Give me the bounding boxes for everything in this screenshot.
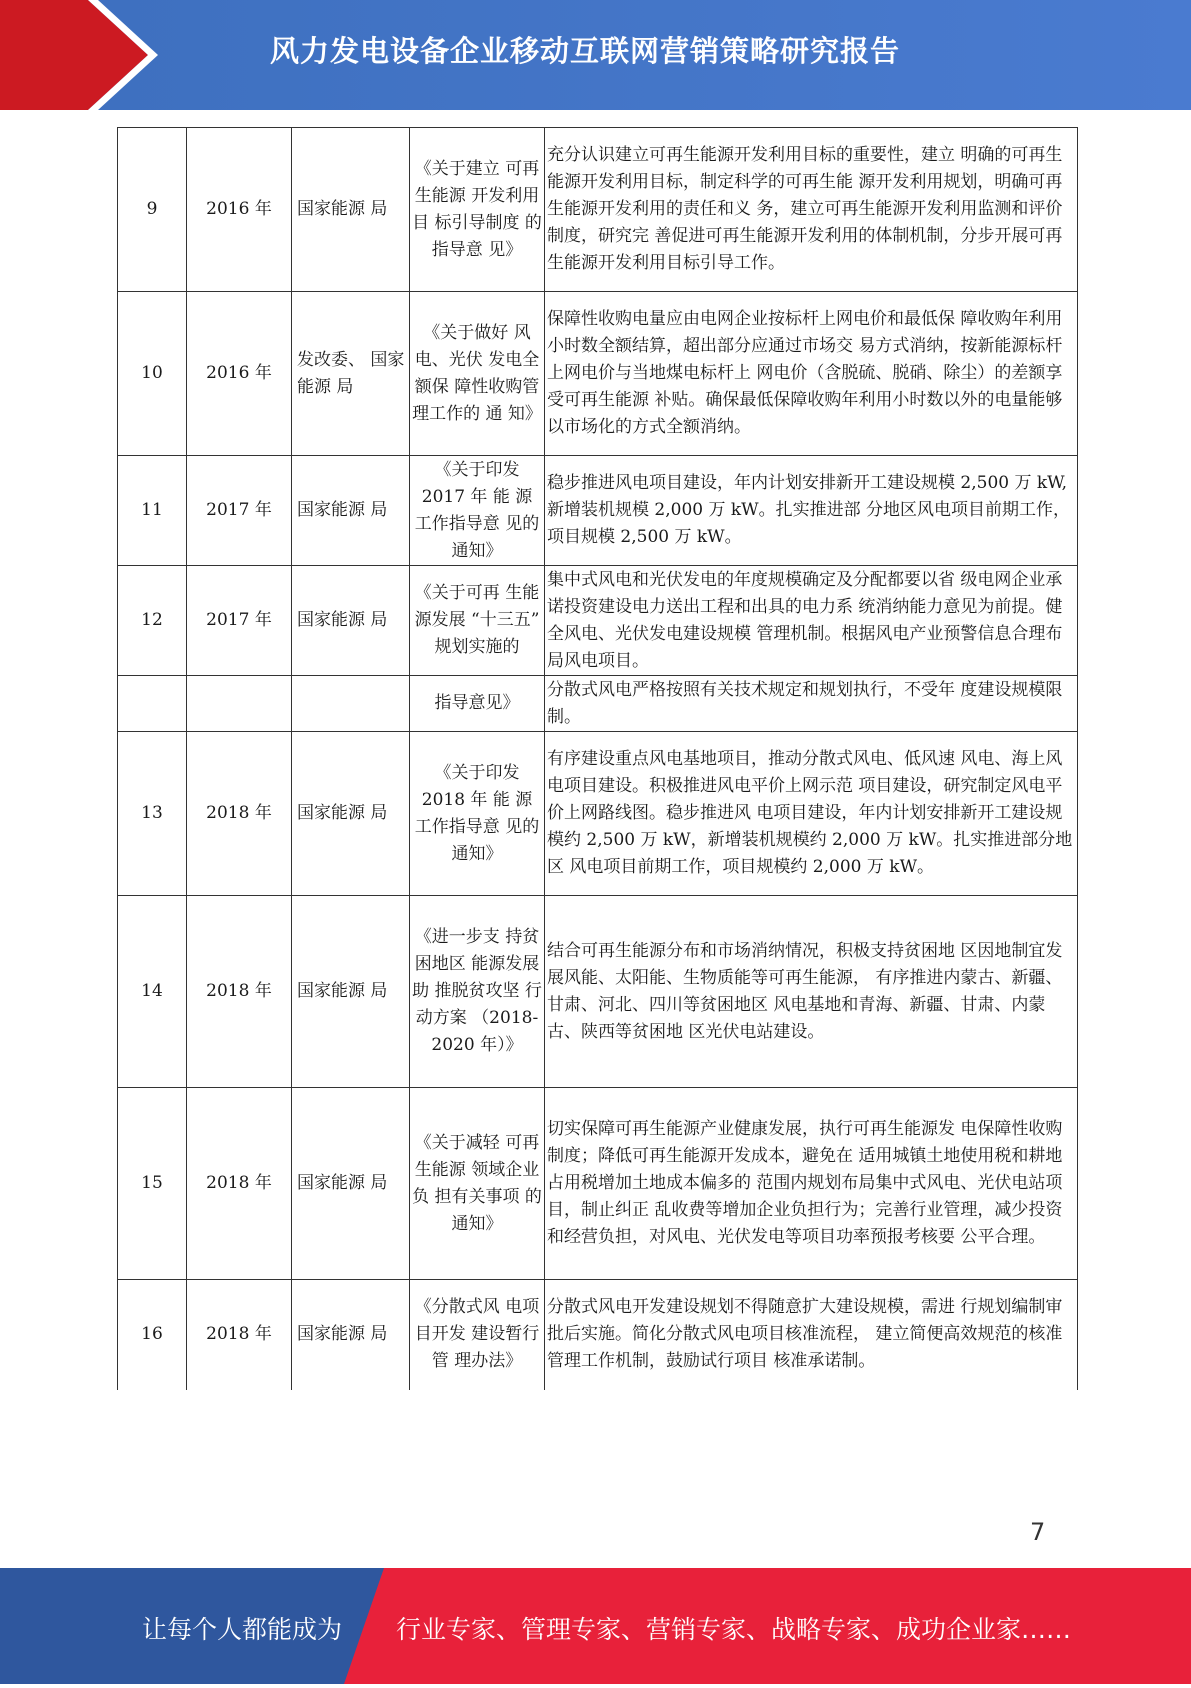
row-number-cell: 12 (118, 566, 187, 676)
document-title-cell: 指导意见》 (410, 676, 545, 732)
year-cell: 2017 年 (187, 456, 292, 566)
table-row (118, 896, 1078, 1088)
content-cell: 分散式风电严格按照有关技术规定和规划执行，不受年 度建设规模限制。 (545, 676, 1078, 732)
content-cell: 切实保障可再生能源产业健康发展，执行可再生能源发 电保障性收购制度；降低可再生能源开发成本，避免在 适用城镇土地使用税和耕地占用税增加土地成本偏多的 范围内规划布局集中式风电、光伏电站项目，制止纠正 乱收费等增加企业负担行为；完善行业管理，减少投资 和经营负担，对风电、光伏发电等项目功率预报考核要 公平合理。 (545, 1088, 1078, 1280)
header-band (0, 0, 1191, 110)
year-cell: 2017 年 (187, 566, 292, 676)
row-number-cell: 13 (118, 732, 187, 896)
year-cell: 2018 年 (187, 1280, 292, 1390)
department-cell: 国家能源 局 (292, 456, 410, 566)
document-title-cell: 《关于建立 可再生能源 开发利用目 标引导制度 的指导意 见》 (410, 128, 545, 292)
document-title-cell: 《关于做好 风电、光伏 发电全额保 障性收购管 理工作的 通 知》 (410, 292, 545, 456)
department-cell (292, 676, 410, 732)
content-cell: 保障性收购电量应由电网企业按标杆上网电价和最低保 障收购年利用小时数全额结算，超出部分应通过市场交 易方式消纳，按新能源标杆上网电价与当地煤电标杆上 网电价（含脱硫、脱硝、除尘）的差额享受可再生能源 补贴。确保最低保障收购年利用小时数以外的电量能够 以市场化的方式全额消纳。 (545, 292, 1078, 456)
row-number-cell (118, 676, 187, 732)
table-row (118, 456, 1078, 566)
department-cell: 国家能源 局 (292, 732, 410, 896)
year-cell: 2016 年 (187, 128, 292, 292)
table-row (118, 292, 1078, 456)
row-number-cell: 11 (118, 456, 187, 566)
department-cell: 国家能源 局 (292, 128, 410, 292)
department-cell: 国家能源 局 (292, 896, 410, 1088)
footer-slogan-left: 让每个人都能成为 (142, 1615, 343, 1644)
table-row (118, 128, 1078, 292)
row-number-cell: 10 (118, 292, 187, 456)
content-cell: 结合可再生能源分布和市场消纳情况，积极支持贫困地 区因地制宜发展风能、太阳能、生物质能等可再生能源， 有序推进内蒙古、新疆、甘肃、河北、四川等贫困地区 风电基地和青海、新疆、甘肃、内蒙古、陕西等贫困地 区光伏电站建设。 (545, 896, 1078, 1088)
department-cell: 发改委、 国家能源 局 (292, 292, 410, 456)
content-cell: 集中式风电和光伏发电的年度规模确定及分配都要以省 级电网企业承诺投资建设电力送出工程和出具的电力系 统消纳能力意见为前提。健全风电、光伏发电建设规模 管理机制。根据风电产业预警信息合理布局风电项目。 (545, 566, 1078, 676)
content-cell: 充分认识建立可再生能源开发利用目标的重要性，建立 明确的可再生能源开发利用目标，制定科学的可再生能 源开发利用规划，明确可再生能源开发利用的责任和义 务，建立可再生能源开发利用监测和评价制度，研究完 善促进可再生能源开发利用的体制机制，分步开展可再 生能源开发利用目标引导工作。 (545, 128, 1078, 292)
content-cell: 有序建设重点风电基地项目，推动分散式风电、低风速 风电、海上风电项目建设。积极推进风电平价上网示范 项目建设，研究制定风电平价上网路线图。稳步推进风 电项目建设，年内计划安排新开工建设规模约 2,500 万 kW，新增装机规模约 2,000 万 kW。扎实推进部分地区 风电项目前期工作，项目规模约 2,000 万 kW。 (545, 732, 1078, 896)
department-cell: 国家能源 局 (292, 566, 410, 676)
document-title-cell: 《关于减轻 可再生能源 领域企业负 担有关事项 的通知》 (410, 1088, 545, 1280)
policy-table (117, 127, 1078, 1390)
document-title-cell: 《进一步支 持贫困地区 能源发展助 推脱贫攻坚 行动方案 （2018-2020 年）》 (410, 896, 545, 1088)
table-row (118, 1280, 1078, 1390)
content-cell: 分散式风电开发建设规划不得随意扩大建设规模，需进 行规划编制审批后实施。简化分散式风电项目核准流程， 建立简便高效规范的核准管理工作机制，鼓励试行项目 核准承诺制。 (545, 1280, 1078, 1390)
year-cell: 2016 年 (187, 292, 292, 456)
row-number-cell: 9 (118, 128, 187, 292)
table-row (118, 732, 1078, 896)
department-cell: 国家能源 局 (292, 1280, 410, 1390)
table-row (118, 676, 1078, 732)
row-number-cell: 14 (118, 896, 187, 1088)
row-number-cell: 15 (118, 1088, 187, 1280)
year-cell (187, 676, 292, 732)
document-title-cell: 《关于印发 2017 年 能 源 工作指导意 见的通知》 (410, 456, 545, 566)
content-cell: 稳步推进风电项目建设，年内计划安排新开工建设规模 2,500 万 kW, 新增装机规模 2,000 万 kW。扎实推进部 分地区风电项目前期工作，项目规模 2,500 万 kW。 (545, 456, 1078, 566)
report-title: 风力发电设备企业移动互联网营销策略研究报告 (270, 34, 901, 68)
year-cell: 2018 年 (187, 896, 292, 1088)
document-title-cell: 《关于可再 生能源发展 “十三五” 规划实施的 (410, 566, 545, 676)
table-row (118, 566, 1078, 676)
year-cell: 2018 年 (187, 1088, 292, 1280)
year-cell: 2018 年 (187, 732, 292, 896)
page-number: 7 (1030, 1518, 1046, 1546)
department-cell: 国家能源 局 (292, 1088, 410, 1280)
policy-table-body (118, 128, 1078, 1390)
document-title-cell: 《分散式风 电项目开发 建设暂行管 理办法》 (410, 1280, 545, 1390)
row-number-cell: 16 (118, 1280, 187, 1390)
table-row (118, 1088, 1078, 1280)
footer-slogan-right: 行业专家、管理专家、营销专家、战略专家、成功企业家…… (396, 1615, 1072, 1644)
document-title-cell: 《关于印发 2018 年 能 源 工作指导意 见的通知》 (410, 732, 545, 896)
